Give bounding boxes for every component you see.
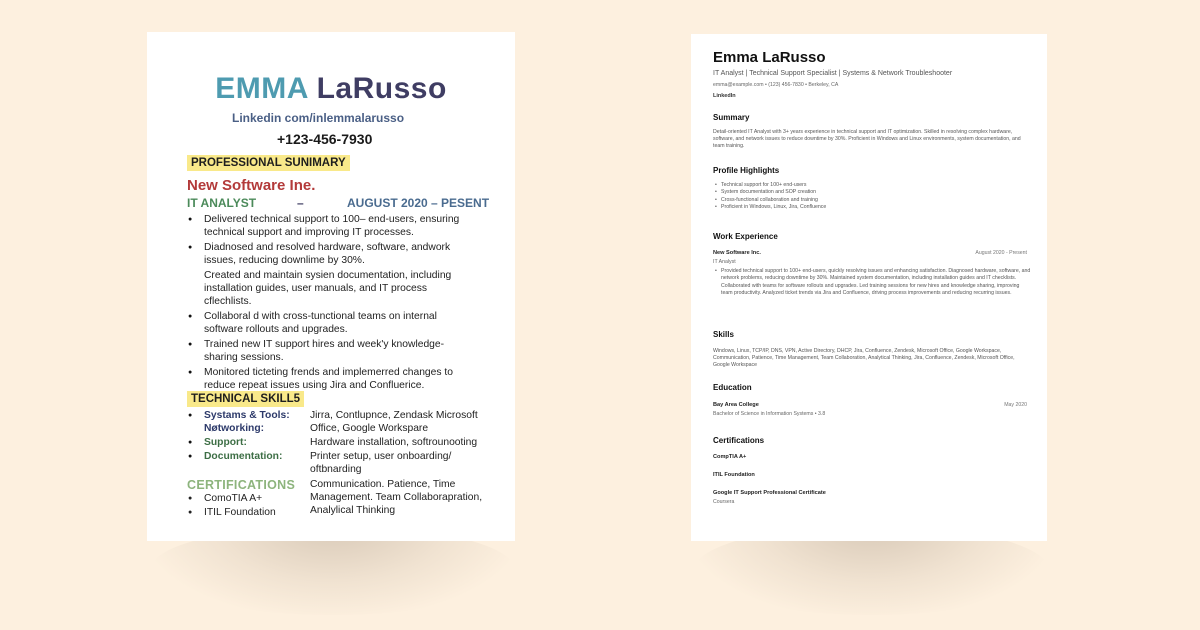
bullet-icon: ● (188, 453, 193, 460)
company-name: New Software Ine. (187, 177, 316, 194)
skill-row (187, 450, 487, 476)
name-first: EMMA (215, 72, 308, 105)
degree: Bachelor of Science in Information Systems • 3.8 (713, 411, 826, 417)
skill-row (187, 436, 487, 449)
cert-item: ● ITIL Foundation (187, 507, 276, 518)
skill-row (187, 422, 487, 435)
soft-skills: Communication. Patience, Time Management. Team Collaborapration, Analylical Thinking (310, 479, 483, 516)
cert-issuer: Coursera (713, 499, 735, 505)
skill-label: Support: (204, 437, 247, 448)
role-separator: – (297, 196, 304, 210)
highlight-item: • System documentation and SOP creation (715, 189, 826, 196)
summary-text: Detail-oriented IT Analyst with 3+ years experience in technical support and IT optimization. Skilled in resolving complex hardware, software, and network issues to reduce downtime by 30%. Proficient in Windows and Linux environments, system documentation, and team training. (713, 129, 1021, 150)
bullet-icon: ● (188, 439, 193, 446)
highlight-item: • Technical support for 100+ end-users (715, 182, 826, 189)
bullet-item: ● Delivered technical support to 100– end-users, ensuring technical support and improving IT processes. (187, 213, 477, 239)
skill-value: Hardware installation, softrounooting (310, 437, 478, 448)
summary-heading: Summary (713, 113, 750, 122)
company-name: New Software Inc. (713, 250, 761, 256)
skill-value: Printer setup, user onboarding/ oftbnarding (310, 451, 452, 475)
linkedin-link: Linkedin com/inlemmalarusso (232, 111, 405, 125)
highlights-list (715, 182, 826, 211)
education-date: May 2020 (1004, 402, 1027, 408)
skill-label: Systams & Tools: (204, 410, 290, 421)
job-dates: AUGUST 2020 – PESENT (347, 196, 490, 210)
bullet-item: ● Trained new IT support hires and week'y knowledge-sharing sessions. (187, 338, 477, 364)
job-dates: August 2020 - Present (975, 250, 1027, 256)
skill-label: Nøtworking: (204, 423, 265, 434)
phone-number: +123-456-7930 (277, 131, 373, 147)
right-resume-page (691, 34, 1047, 541)
summary-heading: PROFESSIONAL SUNIMARY (187, 155, 350, 171)
contact-info: emma@example.com • (123) 456-7830 • Berkeley, CA (713, 82, 839, 88)
left-resume-name (147, 72, 515, 106)
certifications-heading: CERTIFICATIONS (187, 478, 296, 492)
experience-bullets (187, 213, 477, 394)
highlight-item: • Proficient in Windows, Linux, Jira, Confluence (715, 204, 826, 211)
skills-heading: Skills (713, 330, 734, 339)
left-resume-page (147, 32, 515, 541)
cert-name: ITIL Foundation (713, 472, 755, 478)
skills-table (187, 409, 487, 476)
resume-name: Emma LaRusso (713, 49, 826, 66)
education-heading: Education (713, 383, 752, 392)
school-name: Bay Area College (713, 402, 759, 408)
name-last: LaRusso (316, 72, 447, 105)
bullet-item: ● Diadnosed and resolved hardware, software, andwork issues, reducing downlime by 30%. (187, 241, 477, 267)
skill-label: Documentation: (204, 451, 283, 462)
certifications-heading: Certifications (713, 436, 765, 445)
bullet-icon: ● (188, 412, 193, 419)
experience-description: • Provided technical support to 100+ end-users, quickly resolving issues and enhancing satisfaction. Diagnosed hardware, software, and network problems, reducing downtime by 30%. Maintained system documentation, including installation guides and IT checklists. Collaborated with teams for software rollouts and upgrades. Led training sessions for new hires and knowledge sharing, improving team productivity. Analyzed ticket trends via Jira and Confluence, driving process improvements and reducing recurring issues. (721, 268, 1031, 297)
job-role: IT Analyst (713, 259, 736, 265)
job-role: IT ANALYST (187, 196, 257, 210)
skill-value: Office, Google Workspare (310, 423, 429, 434)
resume-title: IT Analyst | Technical Support Specialist | Systems & Network Troubleshooter (713, 70, 953, 77)
linkedin-link: LinkedIn (713, 93, 736, 99)
cert-name: CompTIA A+ (713, 454, 747, 460)
cert-item: ● ComoTIA A+ (187, 493, 262, 504)
bullet-item: ● Monitored ticteting frends and implemerred changes to reduce repeat issues using Jira and Confluerice. (187, 366, 477, 392)
skill-value: Jirra, Contlupnce, Zendask Microsoft (310, 410, 478, 421)
highlights-heading: Profile Highlights (713, 166, 780, 175)
role-row (187, 196, 507, 210)
skills-text: Windows, Linux, TCP/IP, DNS, VPN, Active Directory, DHCP, Jira, Confluence, Zendesk, Microsoft Office, Google Workspace, Communication, Patience, Time Management, Team Collaboration, Analytical Thinking, Jira, Confluence, Zendesk, Microsoft Office, Google Workspace (713, 348, 1015, 369)
skill-row (187, 409, 487, 422)
experience-heading: Work Experience (713, 232, 778, 241)
highlight-item: • Cross-functional collaboration and training (715, 197, 826, 204)
bullet-item: Created and maintain sysien documentation, including installation guides, user manuals, and IT process cflechlists. (204, 270, 452, 307)
skills-heading: TECHNICAL SKILL5 (187, 391, 304, 407)
bullet-item: ● Collaboral d with cross-tunctional teams on internal software rollouts and upgrades. (187, 310, 477, 336)
cert-name: Google IT Support Professional Certificate (713, 490, 826, 496)
